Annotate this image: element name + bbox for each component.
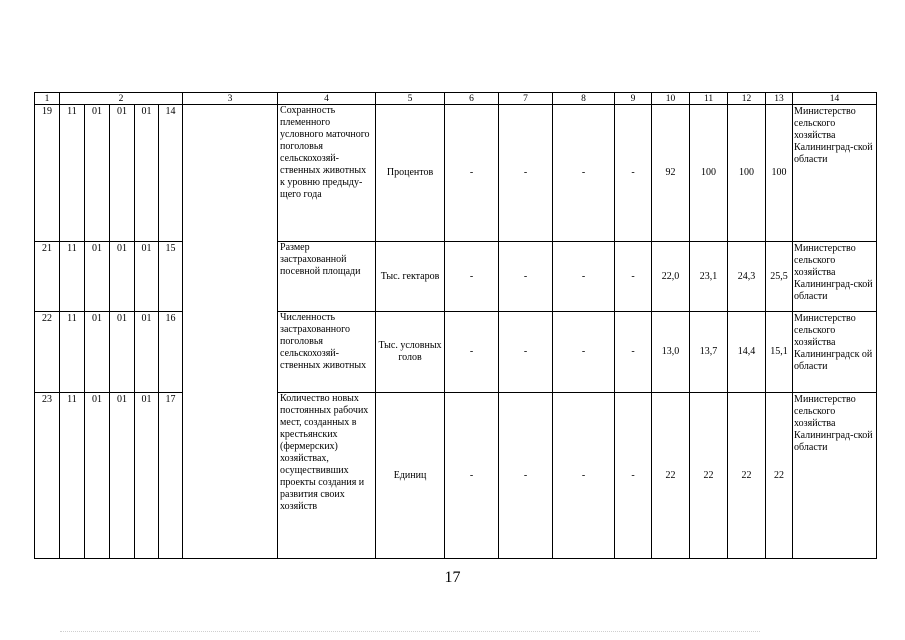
code-cell: 14 [159,105,183,242]
indicator-cell: Размер застрахованной посевной площади [278,242,376,312]
code-cell: 16 [159,312,183,393]
header-cell: 6 [445,93,499,105]
code-cell: 01 [85,393,110,559]
code-cell: 11 [60,393,85,559]
value-cell: 23,1 [690,242,728,312]
code-cell: 23 [35,393,60,559]
code-cell: 01 [135,105,159,242]
header-cell: 4 [278,93,376,105]
value-cell: - [445,312,499,393]
value-cell: 22 [690,393,728,559]
code-cell: 22 [35,312,60,393]
code-cell: 01 [85,242,110,312]
value-cell: 22,0 [652,242,690,312]
header-cell: 5 [376,93,445,105]
value-cell: 22 [728,393,766,559]
header-cell: 3 [183,93,278,105]
value-cell: 15,1 [766,312,793,393]
unit-cell: Тыс. гектаров [376,242,445,312]
value-cell: - [553,242,615,312]
value-cell: 92 [652,105,690,242]
value-cell: - [615,105,652,242]
value-cell: - [445,242,499,312]
bottom-edge-artifact [60,631,760,634]
value-cell: 100 [690,105,728,242]
code-cell: 01 [135,312,159,393]
header-cell: 10 [652,93,690,105]
code-cell: 19 [35,105,60,242]
unit-cell: Единиц [376,393,445,559]
value-cell: - [499,312,553,393]
value-cell: 24,3 [728,242,766,312]
header-cell: 7 [499,93,553,105]
table-row [35,242,877,312]
value-cell: - [615,312,652,393]
org-cell: Министерство сельского хозяйства Калининградск ой области [793,312,877,393]
unit-cell: Процентов [376,105,445,242]
header-cell: 1 [35,93,60,105]
code-cell: 17 [159,393,183,559]
value-cell: 100 [728,105,766,242]
code-cell: 11 [60,312,85,393]
code-cell: 15 [159,242,183,312]
header-cell: 14 [793,93,877,105]
code-cell: 01 [110,105,135,242]
code-cell: 01 [110,312,135,393]
value-cell: - [499,393,553,559]
value-cell: - [499,105,553,242]
header-cell: 12 [728,93,766,105]
code-cell: 01 [110,242,135,312]
code-cell: 11 [60,105,85,242]
value-cell: 22 [766,393,793,559]
code-cell: 21 [35,242,60,312]
code-cell: 01 [85,105,110,242]
indicator-cell: Численность застрахованного поголовья сельскохозяй-ственных животных [278,312,376,393]
org-cell: Министерство сельского хозяйства Калининград-ской области [793,105,877,242]
value-cell: 13,0 [652,312,690,393]
org-cell: Министерство сельского хозяйства Калининград-ской области [793,393,877,559]
org-cell: Министерство сельского хозяйства Калининград-ской области [793,242,877,312]
code-cell: 01 [135,393,159,559]
header-cell: 11 [690,93,728,105]
indicators-table [34,92,877,559]
unit-cell: Тыс. условных голов [376,312,445,393]
value-cell: - [615,393,652,559]
table-row [35,312,877,393]
code-cell: 01 [110,393,135,559]
value-cell: - [445,105,499,242]
table-row [35,393,877,559]
header-cell: 9 [615,93,652,105]
indicator-cell: Количество новых постоянных рабочих мест, созданных в крестьянских (фермерских) хозяйствах, осуществивших проекты создания и развития своих хозяйств [278,393,376,559]
value-cell: - [615,242,652,312]
code-cell: 01 [135,242,159,312]
page-number: 17 [444,569,461,586]
code-cell: 01 [85,312,110,393]
value-cell: - [445,393,499,559]
value-cell: - [553,105,615,242]
value-cell: 25,5 [766,242,793,312]
column-3-empty [183,105,278,559]
value-cell: 14,4 [728,312,766,393]
indicator-cell: Сохранность племенного условного маточного поголовья сельскохозяй-ственных животных к уровню предыду-щего года [278,105,376,242]
table-row [35,105,877,242]
value-cell: - [499,242,553,312]
header-cell: 8 [553,93,615,105]
value-cell: - [553,393,615,559]
header-cell: 2 [60,93,183,105]
value-cell: 13,7 [690,312,728,393]
header-cell: 13 [766,93,793,105]
value-cell: - [553,312,615,393]
value-cell: 22 [652,393,690,559]
value-cell: 100 [766,105,793,242]
code-cell: 11 [60,242,85,312]
header-row [35,93,877,105]
